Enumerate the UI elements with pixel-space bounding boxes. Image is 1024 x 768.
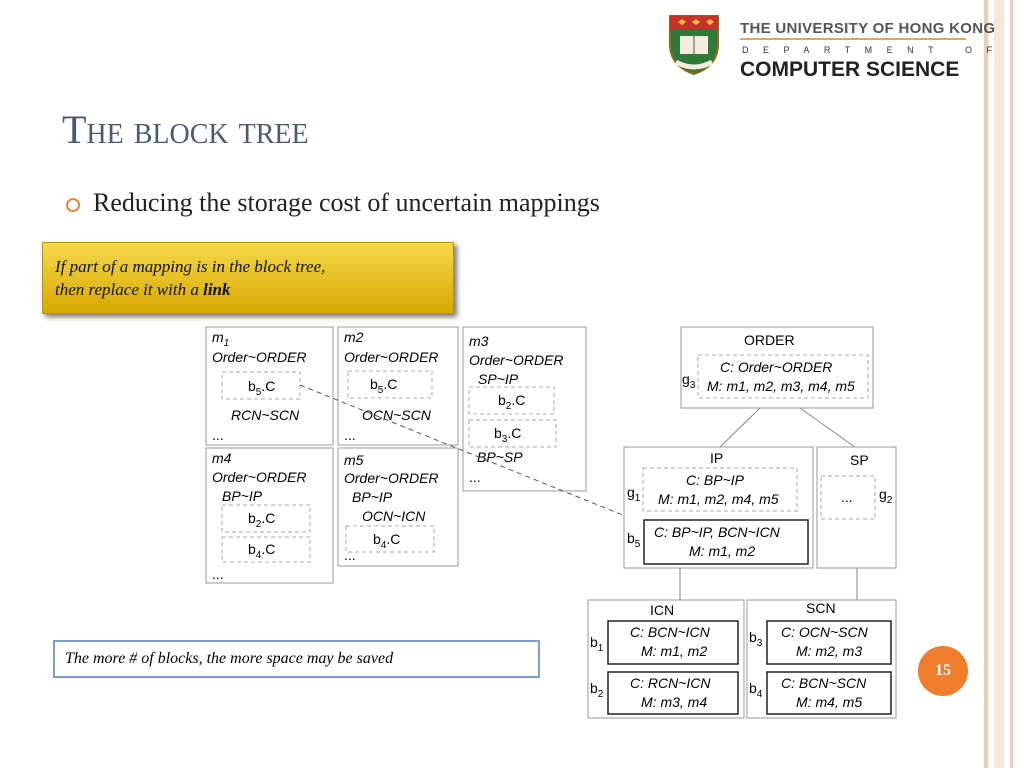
- node-scn-b3-mappings: M: m2, m3: [796, 643, 863, 659]
- node-icn-b1-mappings: M: m1, m2: [641, 643, 708, 659]
- mapping-m1-more: ...: [212, 427, 224, 443]
- node-scn-label: SCN: [806, 600, 836, 616]
- node-ip-condition: C: BP~IP: [686, 472, 744, 488]
- mapping-m3-name: m3: [469, 333, 489, 349]
- tree-node-scn: [747, 600, 896, 718]
- node-order-mappings: M: m1, m2, m3, m4, m5: [707, 378, 855, 394]
- mapping-m1: [206, 327, 333, 445]
- mapping-m4-name: m4: [212, 450, 232, 466]
- mapping-m4: [206, 448, 333, 583]
- mapping-m3-line1: Order~ORDER: [469, 352, 564, 368]
- node-icn-label: ICN: [650, 602, 675, 618]
- mapping-m3-line3: BP~SP: [477, 449, 523, 465]
- node-scn-b4-mappings: M: m4, m5: [796, 694, 863, 710]
- node-scn-b4-condition: C: BCN~SCN: [781, 675, 867, 691]
- node-ip-mappings: M: m1, m2, m4, m5: [658, 491, 779, 507]
- mapping-m2-more: ...: [344, 427, 356, 443]
- node-sp-content: ...: [841, 489, 853, 505]
- node-order-group: $g_3$: [682, 371, 696, 391]
- mapping-m2-name: m2: [344, 329, 364, 345]
- mapping-m1-line2: RCN~SCN: [231, 407, 300, 423]
- node-scn-block-b3: $b_3$: [749, 629, 763, 649]
- node-order-label: ORDER: [744, 332, 795, 348]
- mapping-m3-more: ...: [469, 469, 481, 485]
- callout-line-2: then replace it with a: [55, 280, 204, 299]
- mapping-m1-name: $m_1$: [212, 329, 230, 349]
- tree-edge-order-ip: [720, 408, 760, 447]
- node-scn-b3-condition: C: OCN~SCN: [781, 624, 868, 640]
- mapping-m5-more: ...: [344, 547, 356, 563]
- mapping-m5-line2: BP~IP: [352, 489, 393, 505]
- node-icn-block-b1: $b_1$: [590, 634, 604, 654]
- note-box: [53, 640, 540, 678]
- mapping-m3: [463, 327, 586, 491]
- mapping-m4-line2: BP~IP: [222, 488, 263, 504]
- mapping-m5-name: m5: [344, 452, 364, 468]
- node-scn-block-b4: $b_4$: [749, 680, 763, 700]
- mapping-m3-line2: SP~IP: [478, 371, 519, 387]
- tree-node-ip: [624, 447, 813, 568]
- mapping-m4-more: ...: [212, 566, 224, 582]
- node-icn-block-b2: $b_2$: [590, 680, 604, 700]
- mapping-m1-link: $b_5.C$: [248, 378, 276, 398]
- mapping-m4-link-b4: $b_4.C$: [248, 541, 276, 561]
- department-label: DEPARTMENT OF: [742, 45, 1007, 55]
- node-icn-b1-condition: C: BCN~ICN: [630, 624, 710, 640]
- mapping-m1-line1: Order~ORDER: [212, 349, 307, 365]
- mapping-m2-line2: OCN~SCN: [362, 407, 431, 423]
- callout-keyword: link: [203, 280, 231, 299]
- node-ip-b5-mappings: M: m1, m2: [689, 543, 756, 559]
- page-number-badge: 15: [918, 646, 968, 696]
- node-ip-b5-condition: C: BP~IP, BCN~ICN: [654, 524, 780, 540]
- tree-node-sp: [817, 447, 896, 568]
- callout-line-1: If part of a mapping is in the block tree,: [55, 257, 326, 276]
- mapping-m5: [338, 448, 458, 566]
- mapping-m4-line1: Order~ORDER: [212, 469, 307, 485]
- mapping-m5-line3: OCN~ICN: [362, 508, 426, 524]
- slide-title: The block tree: [62, 107, 309, 152]
- tree-edge-order-sp: [800, 408, 855, 447]
- node-order-condition: C: Order~ORDER: [720, 359, 833, 375]
- note-text: The more # of blocks, the more space may be saved: [65, 650, 394, 667]
- mapping-m3-link-b3: $b_3.C$: [494, 425, 522, 445]
- node-sp-group: $g_2$: [879, 486, 893, 506]
- tree-node-icn: [588, 600, 744, 718]
- department-name: COMPUTER SCIENCE: [740, 58, 960, 81]
- mapping-m2-link: $b_5.C$: [370, 376, 398, 396]
- mapping-m2-line1: Order~ORDER: [344, 349, 439, 365]
- mapping-m5-line1: Order~ORDER: [344, 470, 439, 486]
- node-ip-group: $g_1$: [627, 484, 641, 504]
- node-ip-block-b5: $b_5$: [627, 530, 641, 550]
- tree-node-order: [681, 327, 873, 408]
- node-ip-label: IP: [710, 450, 724, 466]
- university-name: THE UNIVERSITY OF HONG KONG: [740, 20, 996, 37]
- mapping-m5-link: $b_4.C$: [373, 531, 401, 551]
- mapping-m2: [338, 327, 458, 445]
- mapping-m4-link-b2: $b_2.C$: [248, 510, 276, 530]
- node-sp-label: SP: [850, 452, 869, 468]
- mapping-m3-link-b2: $b_2.C$: [498, 392, 526, 412]
- bullet-text: Reducing the storage cost of uncertain mappings: [93, 188, 600, 217]
- node-icn-b2-condition: C: RCN~ICN: [630, 675, 711, 691]
- node-icn-b2-mappings: M: m3, m4: [641, 694, 708, 710]
